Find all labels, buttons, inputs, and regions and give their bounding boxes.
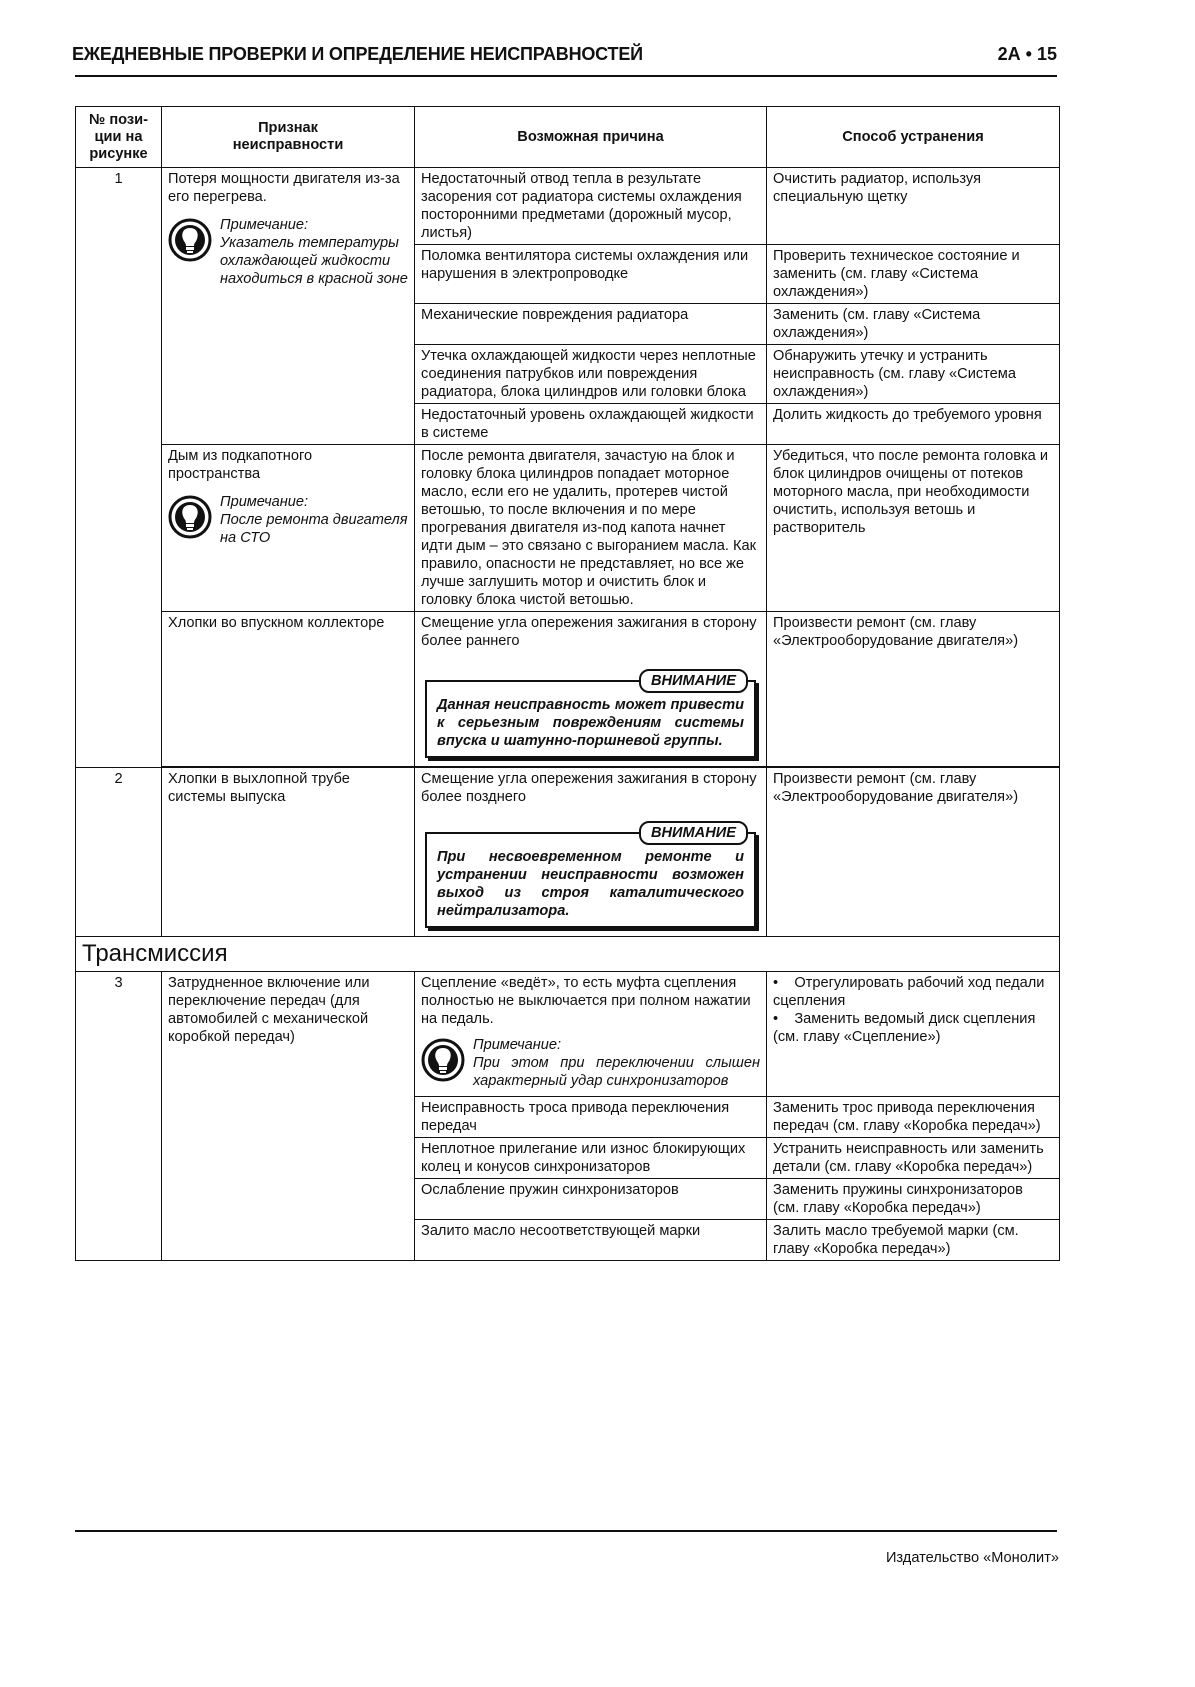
symptom-text: Дым из подкапотного пространства [168,448,313,482]
symptom-cell [162,168,415,445]
warning-text: При несвоевременном ремонте и устранении неисправности возможен выход из строя каталитического нейтрализатора. [437,849,744,919]
lightbulb-icon [168,495,212,539]
position-number: 2 [76,768,162,937]
table-row [76,445,1060,612]
cause-cell [415,972,767,1097]
lightbulb-icon [168,218,212,262]
cause-cell [415,768,767,937]
section-row [76,937,1060,972]
remedy-cell: Заменить (см. главу «Система охлаждения») [767,304,1060,345]
col-header-symptom: Признак неисправности [162,107,415,168]
page-number: 2А • 15 [997,44,1057,64]
cause-cell: Ослабление пружин синхронизаторов [415,1179,767,1220]
lightbulb-icon [421,1038,465,1082]
table-row [76,168,1060,245]
warning-label: ВНИМАНИЕ [639,669,748,693]
cause-cell: Недостаточный уровень охлаждающей жидкости в системе [415,404,767,445]
remedy-cell: Обнаружить утечку и устранить неисправность (см. главу «Система охлаждения») [767,345,1060,404]
troubleshooting-table [75,106,1060,1261]
position-number: 3 [76,972,162,1261]
section-title: Трансмиссия [76,937,1060,972]
table-row [76,972,1060,1097]
cause-text: Смещение угла опережения зажигания в сторону более позднего [421,771,757,805]
cause-cell: Поломка вентилятора системы охлаждения или нарушения в электропроводке [415,245,767,304]
warning-label: ВНИМАНИЕ [639,821,748,845]
page-header-title: ЕЖЕДНЕВНЫЕ ПРОВЕРКИ И ОПРЕДЕЛЕНИЕ НЕИСПРАВНОСТЕЙ [72,44,643,64]
symptom-cell: Затрудненное включение или переключение передач (для автомобилей с механической коробкой передач) [162,972,415,1261]
header-divider [75,75,1057,77]
note-text: При этом при переключении слышен характерный удар синхронизаторов [473,1055,760,1089]
publisher-name: Издательство «Монолит» [885,1550,1059,1566]
remedy-bullet: • Отрегулировать рабочий ход педали сцепления [773,975,1049,1009]
remedy-cell: Произвести ремонт (см. главу «Электрооборудование двигателя») [767,612,1060,767]
remedy-cell: Долить жидкость до требуемого уровня [767,404,1060,445]
table-header-row [76,107,1060,168]
remedy-cell: Проверить техническое состояние и заменить (см. главу «Система охлаждения») [767,245,1060,304]
footer-divider [75,1530,1057,1532]
cause-cell: Залито масло несоответствующей марки [415,1220,767,1261]
remedy-cell: Залить масло требуемой марки (см. главу «Коробка передач») [767,1220,1060,1261]
note-text: Указатель температуры охлаждающей жидкости находиться в красной зоне [220,235,408,287]
col-header-remedy: Способ устранения [767,107,1060,168]
warning-box [425,673,756,758]
symptom-cell [162,445,415,612]
remedy-cell: Заменить трос привода переключения передач (см. главу «Коробка передач») [767,1097,1060,1138]
remedy-reference: (см. главу «Сцепление») [773,1029,941,1045]
col-header-cause: Возможная причина [415,107,767,168]
note-label: Примечание: [220,217,309,233]
remedy-cell: Устранить неисправность или заменить детали (см. главу «Коробка передач») [767,1138,1060,1179]
remedy-cell: Убедиться, что после ремонта головка и блок цилиндров очищены от потеков моторного масла, при необходимости очистить, используя ветошь и растворитель [767,445,1060,612]
cause-text: Сцепление «ведёт», то есть муфта сцепления полностью не выключается при полном нажатии на педаль. [421,975,751,1027]
cause-cell: Недостаточный отвод тепла в результате засорения сот радиатора системы охлаждения посторонними предметами (дорожный мусор, листья) [415,168,767,245]
remedy-cell: Очистить радиатор, используя специальную щетку [767,168,1060,245]
note-block [421,1036,760,1090]
symptom-cell: Хлопки во впускном коллекторе [162,612,415,767]
table-row [76,768,1060,937]
warning-text: Данная неисправность может привести к серьезным повреждениям системы впуска и шатунно-поршневой группы. [437,697,744,749]
table-row [76,612,1060,767]
note-text: После ремонта двигателя на СТО [220,512,408,546]
col-header-number: № пози- ции на рисунке [76,107,162,168]
symptom-text: Потеря мощности двигателя из-за его перегрева. [168,171,400,205]
remedy-bullet: • Заменить ведомый диск сцепления [773,1011,1036,1027]
cause-cell: Утечка охлаждающей жидкости через неплотные соединения патрубков или повреждения радиатора, блока цилиндров или головки блока [415,345,767,404]
cause-text: Смещение угла опережения зажигания в сторону более раннего [421,615,757,649]
position-number: 1 [76,168,162,768]
note-block [168,493,408,547]
symptom-cell: Хлопки в выхлопной трубе системы выпуска [162,768,415,937]
note-label: Примечание: [220,494,309,510]
warning-box [425,825,756,928]
remedy-cell: Произвести ремонт (см. главу «Электрооборудование двигателя») [767,768,1060,937]
note-block [168,216,408,288]
cause-cell: Неисправность троса привода переключения передач [415,1097,767,1138]
remedy-cell: Заменить пружины синхронизаторов (см. главу «Коробка передач») [767,1179,1060,1220]
cause-cell [415,612,767,767]
note-label: Примечание: [473,1037,562,1053]
remedy-cell [767,972,1060,1097]
cause-cell: После ремонта двигателя, зачастую на блок и головку блока цилиндров попадает моторное масло, если его не удалить, протерев чистой ветошью, то после включения и по мере прогревания двигателя из-под капота начнет идти дым – это связано с выгоранием масла. Как правило, опасности не представляет, но все же лучше заглушить мотор и очистить блок и головку блока чистой ветошью. [415,445,767,612]
cause-cell: Неплотное прилегание или износ блокирующих колец и конусов синхронизаторов [415,1138,767,1179]
cause-cell: Механические повреждения радиатора [415,304,767,345]
